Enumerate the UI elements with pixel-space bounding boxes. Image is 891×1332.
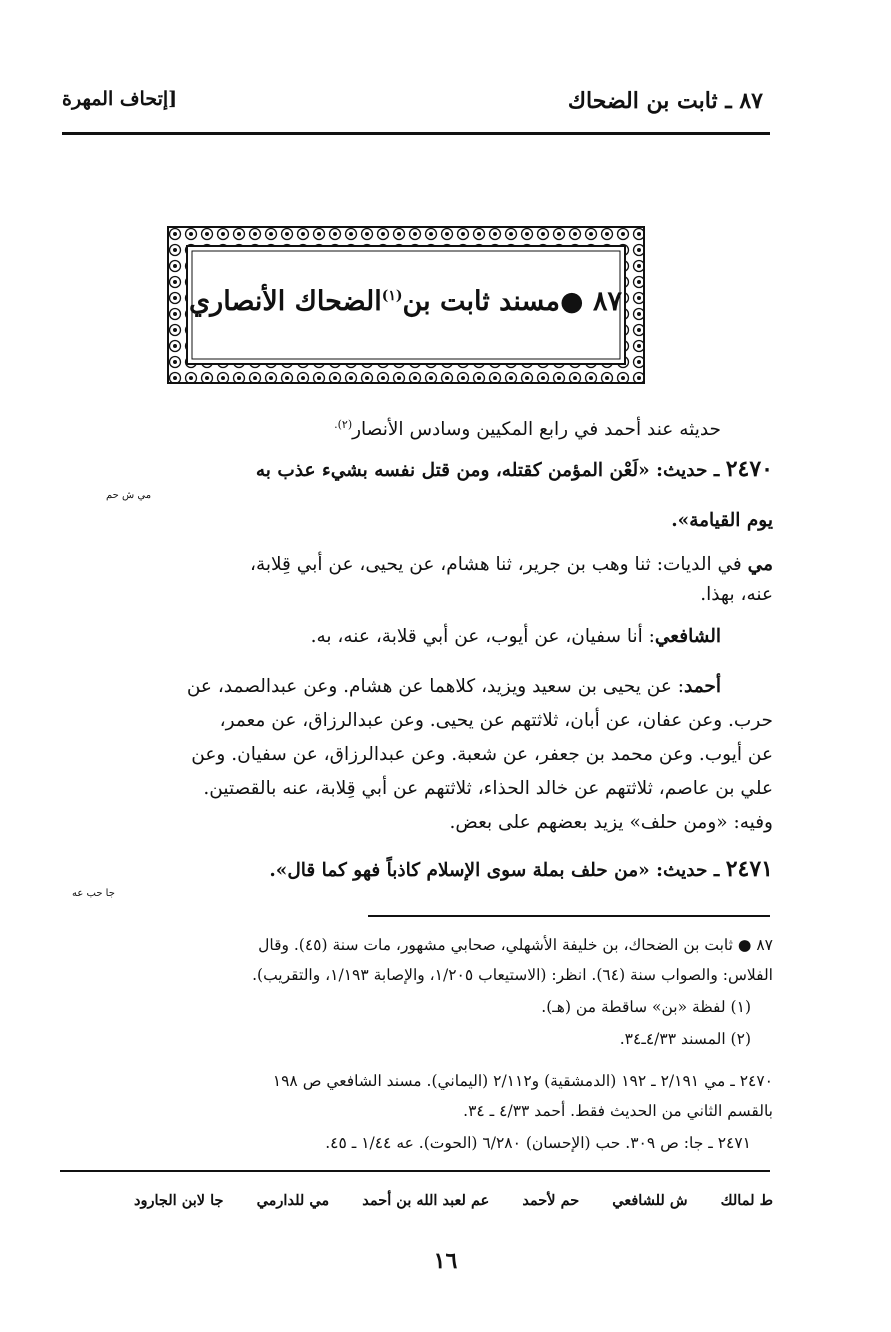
section-title: ٨٧ ●مسند ثابت بن$^{(١)}$الضحاك الأنصاري xyxy=(189,286,622,317)
abbreviation-key xyxy=(106,1192,773,1209)
book-header: [إتحاف المهرة xyxy=(62,88,178,110)
abbreviation-rule xyxy=(60,1170,770,1172)
abbreviation-item: عم لعبد الله بن أحمد xyxy=(362,1192,490,1209)
footnote-87-line1: ٨٧ ● ثابت بن الضحاك، بن خليفة الأشهلي، صحابي مشهور، مات سنة (٤٥). وقال xyxy=(258,936,773,954)
hadith-2471-sigla: جا حب عه xyxy=(72,888,115,899)
darimi-line1: مي في الديات: ثنا وهب بن جرير، ثنا هشام، عن يحيى، عن أبي قِلابة، xyxy=(249,554,773,575)
page-number: ١٦ xyxy=(433,1248,458,1274)
footnote-2470-line1: ٢٤٧٠ ـ مي ٢/١٩١ ـ ١٩٢ (الدمشقية) و٢/١١٢ (اليماني). مسند الشافعي ص ١٩٨ xyxy=(272,1072,773,1090)
footnote-2470-line2: بالقسم الثاني من الحديث فقط. أحمد ٤/٣٣ ـ ٣٤. xyxy=(463,1102,773,1120)
abbreviation-item: جا لابن الجارود xyxy=(134,1192,224,1209)
header-rule xyxy=(62,132,770,135)
abbreviation-item: ط لمالك xyxy=(720,1192,773,1209)
ahmad-line2: حرب. وعن عفان، عن أبان، ثلاثتهم عن يحيى. وعن عبدالرزاق، عن معمر، xyxy=(219,710,773,731)
hadith-2470-line1: ٢٤٧٠ ـ حديث: «لَعْن المؤمن كقتله، ومن قتل نفسه بشيء عذب به xyxy=(255,456,773,482)
shafii-line: الشافعي: أنا سفيان، عن أيوب، عن أبي قلابة، عنه، به. xyxy=(310,626,721,647)
abbreviation-item: ش للشافعي xyxy=(612,1192,688,1209)
footnote-87-line2: الفلاس: والصواب سنة (٦٤). انظر: (الاستيعاب ١/٢٠٥، والإصابة ١/١٩٣، والتقريب). xyxy=(252,966,773,984)
footnote-rule xyxy=(368,915,770,917)
intro-line: حديثه عند أحمد في رابع المكيين وسادس الأنصار$^{(٢).}$ xyxy=(334,418,721,441)
abbreviation-item: حم لأحمد xyxy=(522,1192,580,1209)
darimi-line2: عنه، بهذا. xyxy=(700,584,773,605)
hadith-2471-line: ٢٤٧١ ـ حديث: «من حلف بملة سوى الإسلام كاذباً فهو كما قال». xyxy=(269,856,773,882)
hadith-2470-sigla: مي ش حم xyxy=(106,490,152,501)
abbreviation-item: مي للدارمي xyxy=(256,1192,330,1209)
footnote-2: (٢) المسند ٤/٣٣ـ٣٤. xyxy=(619,1030,751,1048)
ahmad-line1: أحمد: عن يحيى بن سعيد ويزيد، كلاهما عن هشام. وعن عبدالصمد، عن xyxy=(186,676,721,697)
footnote-2471: ٢٤٧١ ـ جا: ص ٣٠٩. حب (الإحسان) ٦/٢٨٠ (الحوت). عه ١/٤٤ ـ ٤٥. xyxy=(325,1134,751,1152)
hadith-2470-line2: يوم القيامة». xyxy=(671,510,773,531)
title-footnote-mark: (١) xyxy=(381,288,403,304)
footnote-1: (١) لفظة «بن» ساقطة من (هـ). xyxy=(541,998,751,1016)
chapter-header: ٨٧ ـ ثابت بن الضحاك xyxy=(567,88,763,114)
ahmad-line3: عن أيوب. وعن محمد بن جعفر، عن شعبة. وعن عبدالرزاق، عن سفيان. وعن xyxy=(191,744,773,765)
ahmad-line5: وفيه: «ومن حلف» يزيد بعضهم على بعض. xyxy=(449,812,773,833)
ahmad-line4: علي بن عاصم، ثلاثتهم عن خالد الحذاء، ثلاثتهم عن أبي قِلابة، عنه بالقصتين. xyxy=(203,778,773,799)
